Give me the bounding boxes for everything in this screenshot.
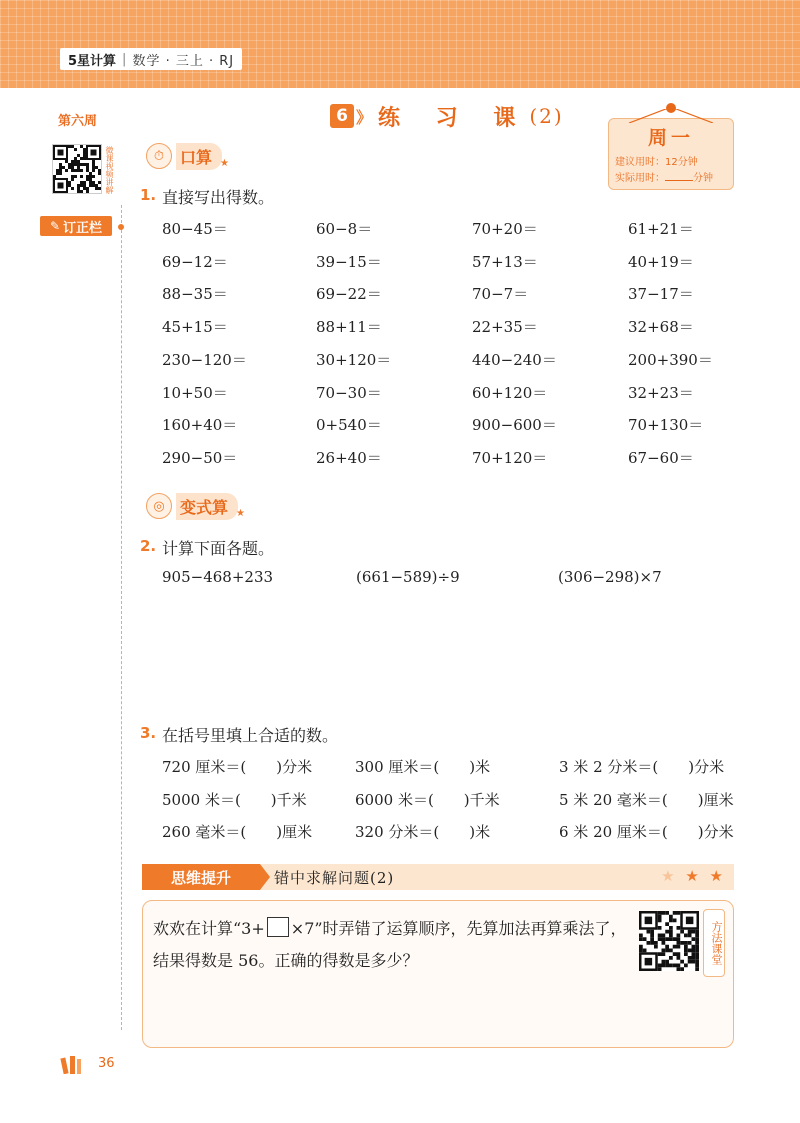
star-icon: ★ (236, 507, 245, 519)
page-number: 36 (98, 1056, 115, 1071)
star-icon: ★ (709, 867, 726, 885)
thinking-title: 错中求解问题(2) (274, 869, 395, 887)
correction-tag (40, 216, 112, 236)
oral-expression: 60−8＝ (316, 220, 373, 238)
q3-number: 3. (140, 724, 157, 742)
chevron-right-icon: 》 (356, 107, 373, 127)
section-variant (146, 493, 245, 519)
actual-time-unit: 分钟 (693, 173, 713, 184)
actual-time-blank[interactable] (665, 180, 693, 181)
oral-expression: 80−45＝ (162, 220, 228, 238)
oral-expression: 32+23＝ (628, 383, 694, 402)
unit-conversion-item: 6000 米＝( )千米 (355, 790, 500, 809)
q2-item-2: (661−589)÷9 (356, 568, 460, 586)
oral-expression: 32+68＝ (628, 318, 694, 337)
oral-expression: 10+50＝ (162, 383, 228, 402)
pencil-icon: ✎ (49, 219, 61, 233)
oral-expression: 70−7＝ (472, 285, 529, 304)
star-icon: ★ (220, 157, 229, 169)
oral-expression: 37−17＝ (628, 285, 694, 304)
blank-square (267, 917, 289, 937)
books-icon (60, 1054, 88, 1074)
oral-expression: 39−15＝ (316, 252, 382, 271)
oral-expression: 160+40＝ (162, 416, 238, 435)
oral-expression: 70+130＝ (628, 416, 704, 435)
oral-expression: 70+120＝ (472, 448, 548, 467)
oral-expression: 57+13＝ (472, 252, 538, 271)
oral-expression: 70+20＝ (472, 220, 538, 238)
star-icon: ★ (661, 867, 678, 885)
q2-item-1: 905−468+233 (162, 568, 274, 586)
section-oral-label: 口算 (176, 143, 222, 170)
oral-expression: 0+540＝ (316, 416, 382, 435)
q2-item-3: (306−298)×7 (558, 568, 662, 586)
header-separator: | (122, 51, 127, 67)
problem-text-start: 欢欢在计算“3+ (153, 919, 265, 938)
section-oral (146, 143, 229, 169)
difficulty-stars (661, 867, 726, 885)
thinking-tag-arrow (260, 864, 270, 890)
thinking-tag: 思维提升 (142, 864, 260, 890)
oral-expression: 45+15＝ (162, 318, 228, 337)
oral-expression: 69−12＝ (162, 252, 228, 271)
header-subtitle: 数学 · 三上 · RJ (132, 53, 235, 69)
oral-expression: 230−120＝ (162, 350, 247, 369)
suggested-time: 建议用时：12分钟 (615, 157, 698, 168)
lesson-title: 练 习 课 (378, 105, 530, 131)
unit-conversion-item: 320 分米＝( )米 (355, 823, 491, 841)
qr-side-text: 微课视频讲解 (105, 146, 114, 194)
binding-dot (118, 224, 124, 230)
oral-expression: 290−50＝ (162, 448, 238, 467)
actual-time-label: 实际用时： (615, 173, 665, 184)
q2-text: 计算下面各题。 (162, 539, 275, 558)
lesson-number: 6 (330, 104, 354, 128)
brand-title: 5星计算 (68, 53, 117, 69)
section-variant-label: 变式算 (176, 493, 238, 520)
pin-icon (666, 103, 676, 113)
oral-expression: 200+390＝ (628, 350, 713, 369)
oral-expression: 88+11＝ (316, 318, 382, 337)
oral-expression: 40+19＝ (628, 252, 694, 271)
oral-expression: 60+120＝ (472, 383, 548, 402)
unit-conversion-item: 5 米 20 毫米＝( )厘米 (559, 790, 734, 809)
oral-expression: 22+35＝ (472, 318, 538, 337)
day-card (608, 118, 734, 190)
thinking-bar (142, 864, 734, 890)
star-icon: ★ (685, 867, 702, 885)
series-label (60, 48, 242, 70)
unit-conversion-item: 5000 米＝( )千米 (162, 790, 307, 809)
q1-text: 直接写出得数。 (162, 188, 275, 207)
qr-code-icon[interactable] (639, 911, 699, 971)
oral-expression: 69−22＝ (316, 285, 382, 304)
qr-code-icon[interactable] (52, 144, 102, 194)
q3-text: 在括号里填上合适的数。 (162, 726, 339, 745)
oral-expression: 61+21＝ (628, 220, 694, 238)
oral-expression: 900−600＝ (472, 416, 557, 435)
binding-line (121, 205, 122, 1030)
oral-expression: 88−35＝ (162, 285, 228, 304)
oral-expression: 67−60＝ (628, 448, 694, 467)
header-band (0, 0, 800, 88)
thinking-box (142, 900, 734, 1048)
problem-text-end: ×7”时弄错了运算顺序，先算加法再算乘法了，结果得数是 56。正确的得数是多少？ (153, 919, 627, 970)
unit-conversion-item: 6 米 20 厘米＝( )分米 (559, 823, 734, 841)
oral-expression: 440−240＝ (472, 350, 557, 369)
lesson-part: (2) (529, 104, 564, 128)
oral-expression: 70−30＝ (316, 383, 382, 402)
actual-time (615, 169, 713, 184)
unit-conversion-item: 3 米 2 分米＝( )分米 (559, 758, 725, 776)
correction-label: 订正栏 (63, 220, 103, 236)
unit-conversion-item: 300 厘米＝( )米 (355, 758, 491, 776)
day-label: 周一 (647, 127, 694, 149)
oral-expression: 30+120＝ (316, 350, 392, 369)
method-label: 方法课堂 (703, 909, 725, 977)
stopwatch-icon: ⏱ (146, 143, 172, 169)
unit-conversion-item: 260 毫米＝( )厘米 (162, 823, 313, 841)
unit-conversion-item: 720 厘米＝( )分米 (162, 758, 313, 776)
thinking-problem (153, 913, 631, 977)
oral-expression: 26+40＝ (316, 448, 382, 467)
q2-number: 2. (140, 537, 157, 555)
q1-number: 1. (140, 186, 157, 204)
page-title (330, 102, 564, 130)
target-icon: ◎ (146, 493, 172, 519)
week-label: 第六周 (58, 114, 98, 129)
